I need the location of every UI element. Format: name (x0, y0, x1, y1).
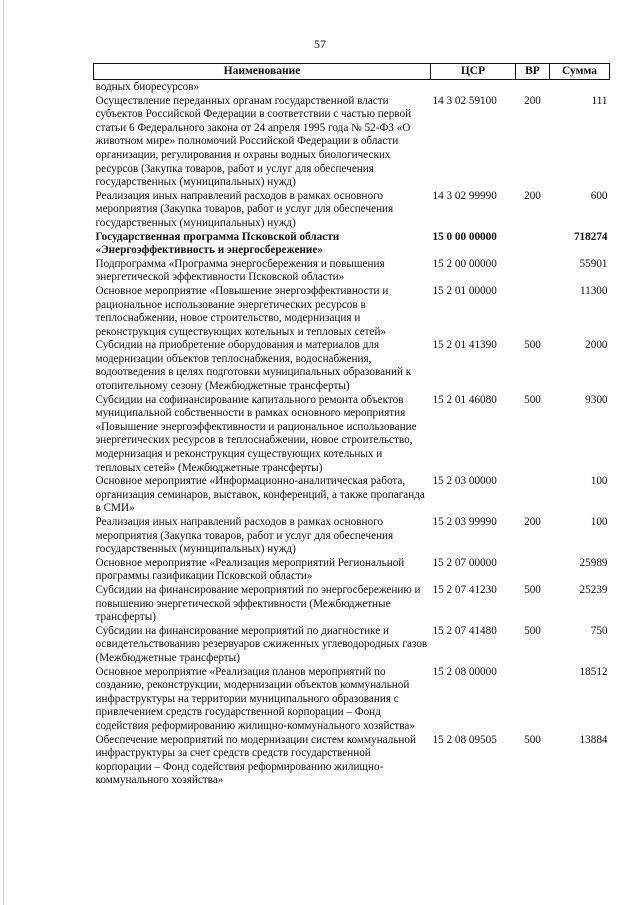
cell-name: Реализация иных направлений расходов в рамках основного мероприятия (Закупка товаров, работ и услуг для обеспечения государственных (муниципальных) нужд) (95, 516, 394, 556)
cell-sum: 750 (590, 624, 608, 637)
cell-sum: 111 (591, 94, 608, 107)
cell-csr: 15 2 01 00000 (432, 284, 497, 297)
table-header-row (94, 64, 610, 80)
table-row (94, 475, 610, 516)
cell-csr: 15 2 00 00000 (432, 257, 497, 270)
cell-name: Подпрограмма «Программа энергосбережения и повышения энергетической эффективности Псковской области» (95, 257, 385, 284)
cell-vr (516, 557, 550, 584)
table-row (94, 258, 610, 285)
table-row (94, 95, 610, 190)
cell-name: Субсидии на софинансирование капитального ремонта объектов муниципальной собственности в рамках основного мероприятия «Повышение энергоэффективности и рациональное использование энергетических ресурсов в теплоснабжении, новое строительство, модернизация и реконструкция существующих котельных и тепловых сетей» (Межбюджетные трансферты) (95, 393, 417, 474)
cell-vr: 200 (524, 94, 541, 107)
cell-sum: 13884 (579, 733, 608, 746)
table-row (94, 557, 610, 584)
cell-csr: 14 3 02 59100 (432, 94, 497, 107)
table-row (94, 666, 610, 734)
cell-vr (516, 666, 550, 734)
cell-sum: 100 (590, 516, 608, 528)
cell-name: Осуществление переданных органам государственной власти субъектов Российской Федерации в соответствии с частью первой статьи 6 Федерального закона от 24 апреля 1995 года № 52-ФЗ «О животном мире» полномочий Российской Федерации в области организации, регулирования и охраны водных биологических ресурсов (Закупка товаров, работ и услуг для обеспечения государственных (муниципальных) нужд) (95, 94, 412, 189)
cell-vr (516, 285, 550, 339)
table-body (94, 80, 610, 788)
cell-vr: 200 (524, 189, 541, 202)
cell-name: водных биоресурсов» (95, 81, 200, 93)
table-row (94, 80, 610, 95)
cell-sum: 55901 (579, 257, 608, 270)
header-sum: Сумма (550, 64, 610, 80)
cell-name: Государственная программа Псковской области «Энергоэффективность и энергосбережение» (95, 230, 340, 257)
table-row (94, 516, 610, 557)
cell-csr: 14 3 02 99990 (432, 189, 497, 202)
table-row (94, 231, 610, 258)
cell-sum: 25989 (579, 556, 608, 569)
cell-sum: 100 (590, 475, 608, 488)
cell-name: Субсидии на финансирование мероприятий по диагностике и освидетельствованию резервуаров сжиженных углеводородных газов (Межбюджетные трансферты) (95, 624, 428, 664)
cell-name: Основное мероприятие «Реализация планов мероприятий по созданию, реконструкции, модернизации объектов коммунальной инфраструктуры на территории муниципального образования с привлечением средств государственной корпорации – Фонд содействия реформированию жилищно-коммунального хозяйства» (95, 665, 415, 732)
cell-csr (431, 80, 516, 95)
cell-sum: 718274 (573, 230, 608, 243)
cell-name: Субсидии на финансирование мероприятий по энергосбережению и повышению энергетической эффективности (Межбюджетные трансферты) (95, 583, 421, 624)
table-row (94, 625, 610, 666)
cell-vr: 500 (524, 624, 541, 637)
cell-vr: 500 (524, 339, 541, 352)
cell-csr: 15 2 07 41230 (432, 583, 497, 596)
table-row (94, 285, 610, 339)
cell-vr: 500 (524, 583, 541, 596)
cell-sum (550, 80, 610, 95)
cell-csr: 15 2 08 09505 (432, 733, 497, 746)
scan-edge-line (3, 0, 4, 905)
cell-csr: 15 0 00 00000 (432, 230, 497, 243)
cell-vr (516, 258, 550, 285)
cell-name: Обеспечение мероприятий по модернизации систем коммунальной инфраструктуры за счет средств средств государственной корпорации – Фонд содействия реформированию жилищно-коммунального хозяйства» (95, 733, 416, 787)
table-row (94, 339, 610, 393)
cell-name: Реализация иных направлений расходов в рамках основного мероприятия (Закупка товаров, работ и услуг для обеспечения государственных (муниципальных) нужд) (95, 189, 394, 229)
cell-vr: 500 (524, 733, 541, 746)
cell-sum: 9300 (585, 393, 608, 406)
cell-vr (516, 475, 550, 516)
cell-csr: 15 2 01 46080 (432, 393, 497, 406)
header-vr: ВР (516, 64, 550, 80)
cell-name: Основное мероприятие «Повышение энергоэффективности и рациональное использование энергетических ресурсов в теплоснабжении, новое строительство, модернизация и реконструкция существующих котельных и тепловых сетей» (95, 284, 389, 338)
cell-sum: 25239 (579, 583, 608, 596)
cell-csr: 15 2 01 41390 (432, 339, 497, 352)
cell-csr: 15 2 03 99990 (432, 516, 497, 528)
cell-sum: 11300 (579, 284, 608, 297)
cell-name: Субсидии на приобретение оборудования и материалов для модернизации объектов теплоснабжения, водоснабжения, водоотведения в целях подготовки муниципальных образований к отопительному сезону (Межбюджетные трансферты) (95, 339, 412, 393)
cell-csr: 15 2 03 00000 (432, 475, 497, 488)
cell-vr (516, 231, 550, 258)
table-row (94, 584, 610, 625)
cell-vr: 500 (524, 393, 541, 406)
cell-vr: 200 (524, 516, 541, 528)
table-row (94, 734, 610, 788)
cell-sum: 2000 (585, 339, 608, 352)
table-row (94, 394, 610, 476)
cell-sum: 18512 (579, 665, 608, 678)
cell-csr: 15 2 07 00000 (432, 556, 497, 569)
header-csr: ЦСР (431, 64, 516, 80)
page-number: 57 (314, 37, 326, 51)
cell-name: Основное мероприятие «Реализация мероприятий Региональной программы газификации Псковской области» (95, 556, 405, 583)
budget-table (93, 63, 610, 788)
cell-csr: 15 2 08 00000 (432, 665, 497, 678)
table-row (94, 190, 610, 231)
cell-sum: 600 (590, 189, 608, 202)
cell-csr: 15 2 07 41480 (432, 624, 497, 637)
cell-vr (516, 80, 550, 95)
header-name: Наименование (94, 64, 431, 80)
cell-name: Основное мероприятие «Информационно-аналитическая работа, организация семинаров, выставок, конференций, а также пропаганда в СМИ» (95, 475, 425, 515)
